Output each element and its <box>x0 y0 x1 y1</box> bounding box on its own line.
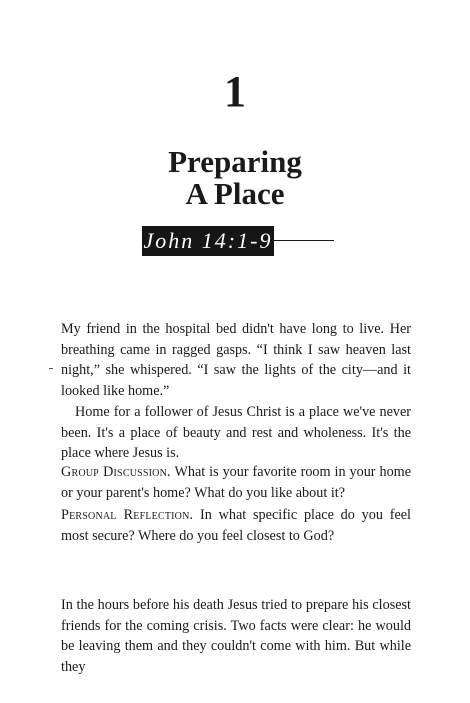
group-discussion-label: Group Discussion. <box>61 464 171 480</box>
chapter-number: 1 <box>224 67 246 116</box>
personal-reflection-label: Personal Reflection. <box>61 507 194 523</box>
personal-reflection-text: In what specific place do you feel most secure? Where do you feel closest to God? <box>61 507 411 544</box>
home-paragraph: Home for a follower of Jesus Christ is a place we've never been. It's a place of beauty and rest and wholeness. It's the place where Jesus is. <box>61 404 411 462</box>
group-discussion-paragraph <box>61 462 411 503</box>
personal-reflection-paragraph <box>61 505 411 546</box>
passage-reference: John 14:1-9 <box>142 226 274 256</box>
group-discussion-text: What is your favorite room in your home or your parent's home? What do you like about it? <box>61 464 412 501</box>
chapter-title: Preparing A Place <box>168 144 302 211</box>
closing-paragraph: In the hours before his death Jesus tried to prepare his closest friends for the coming crisis. Two facts were clear: he would be leaving them and they couldn't come with him. But while they <box>61 597 411 675</box>
intro-paragraph: My friend in the hospital bed didn't have long to live. Her breathing came in ragged gasps. “I think I saw heaven last night,” she whispered. “I saw the lights of the city—and it looked like home.” <box>61 321 411 399</box>
margin-mark <box>49 368 53 369</box>
